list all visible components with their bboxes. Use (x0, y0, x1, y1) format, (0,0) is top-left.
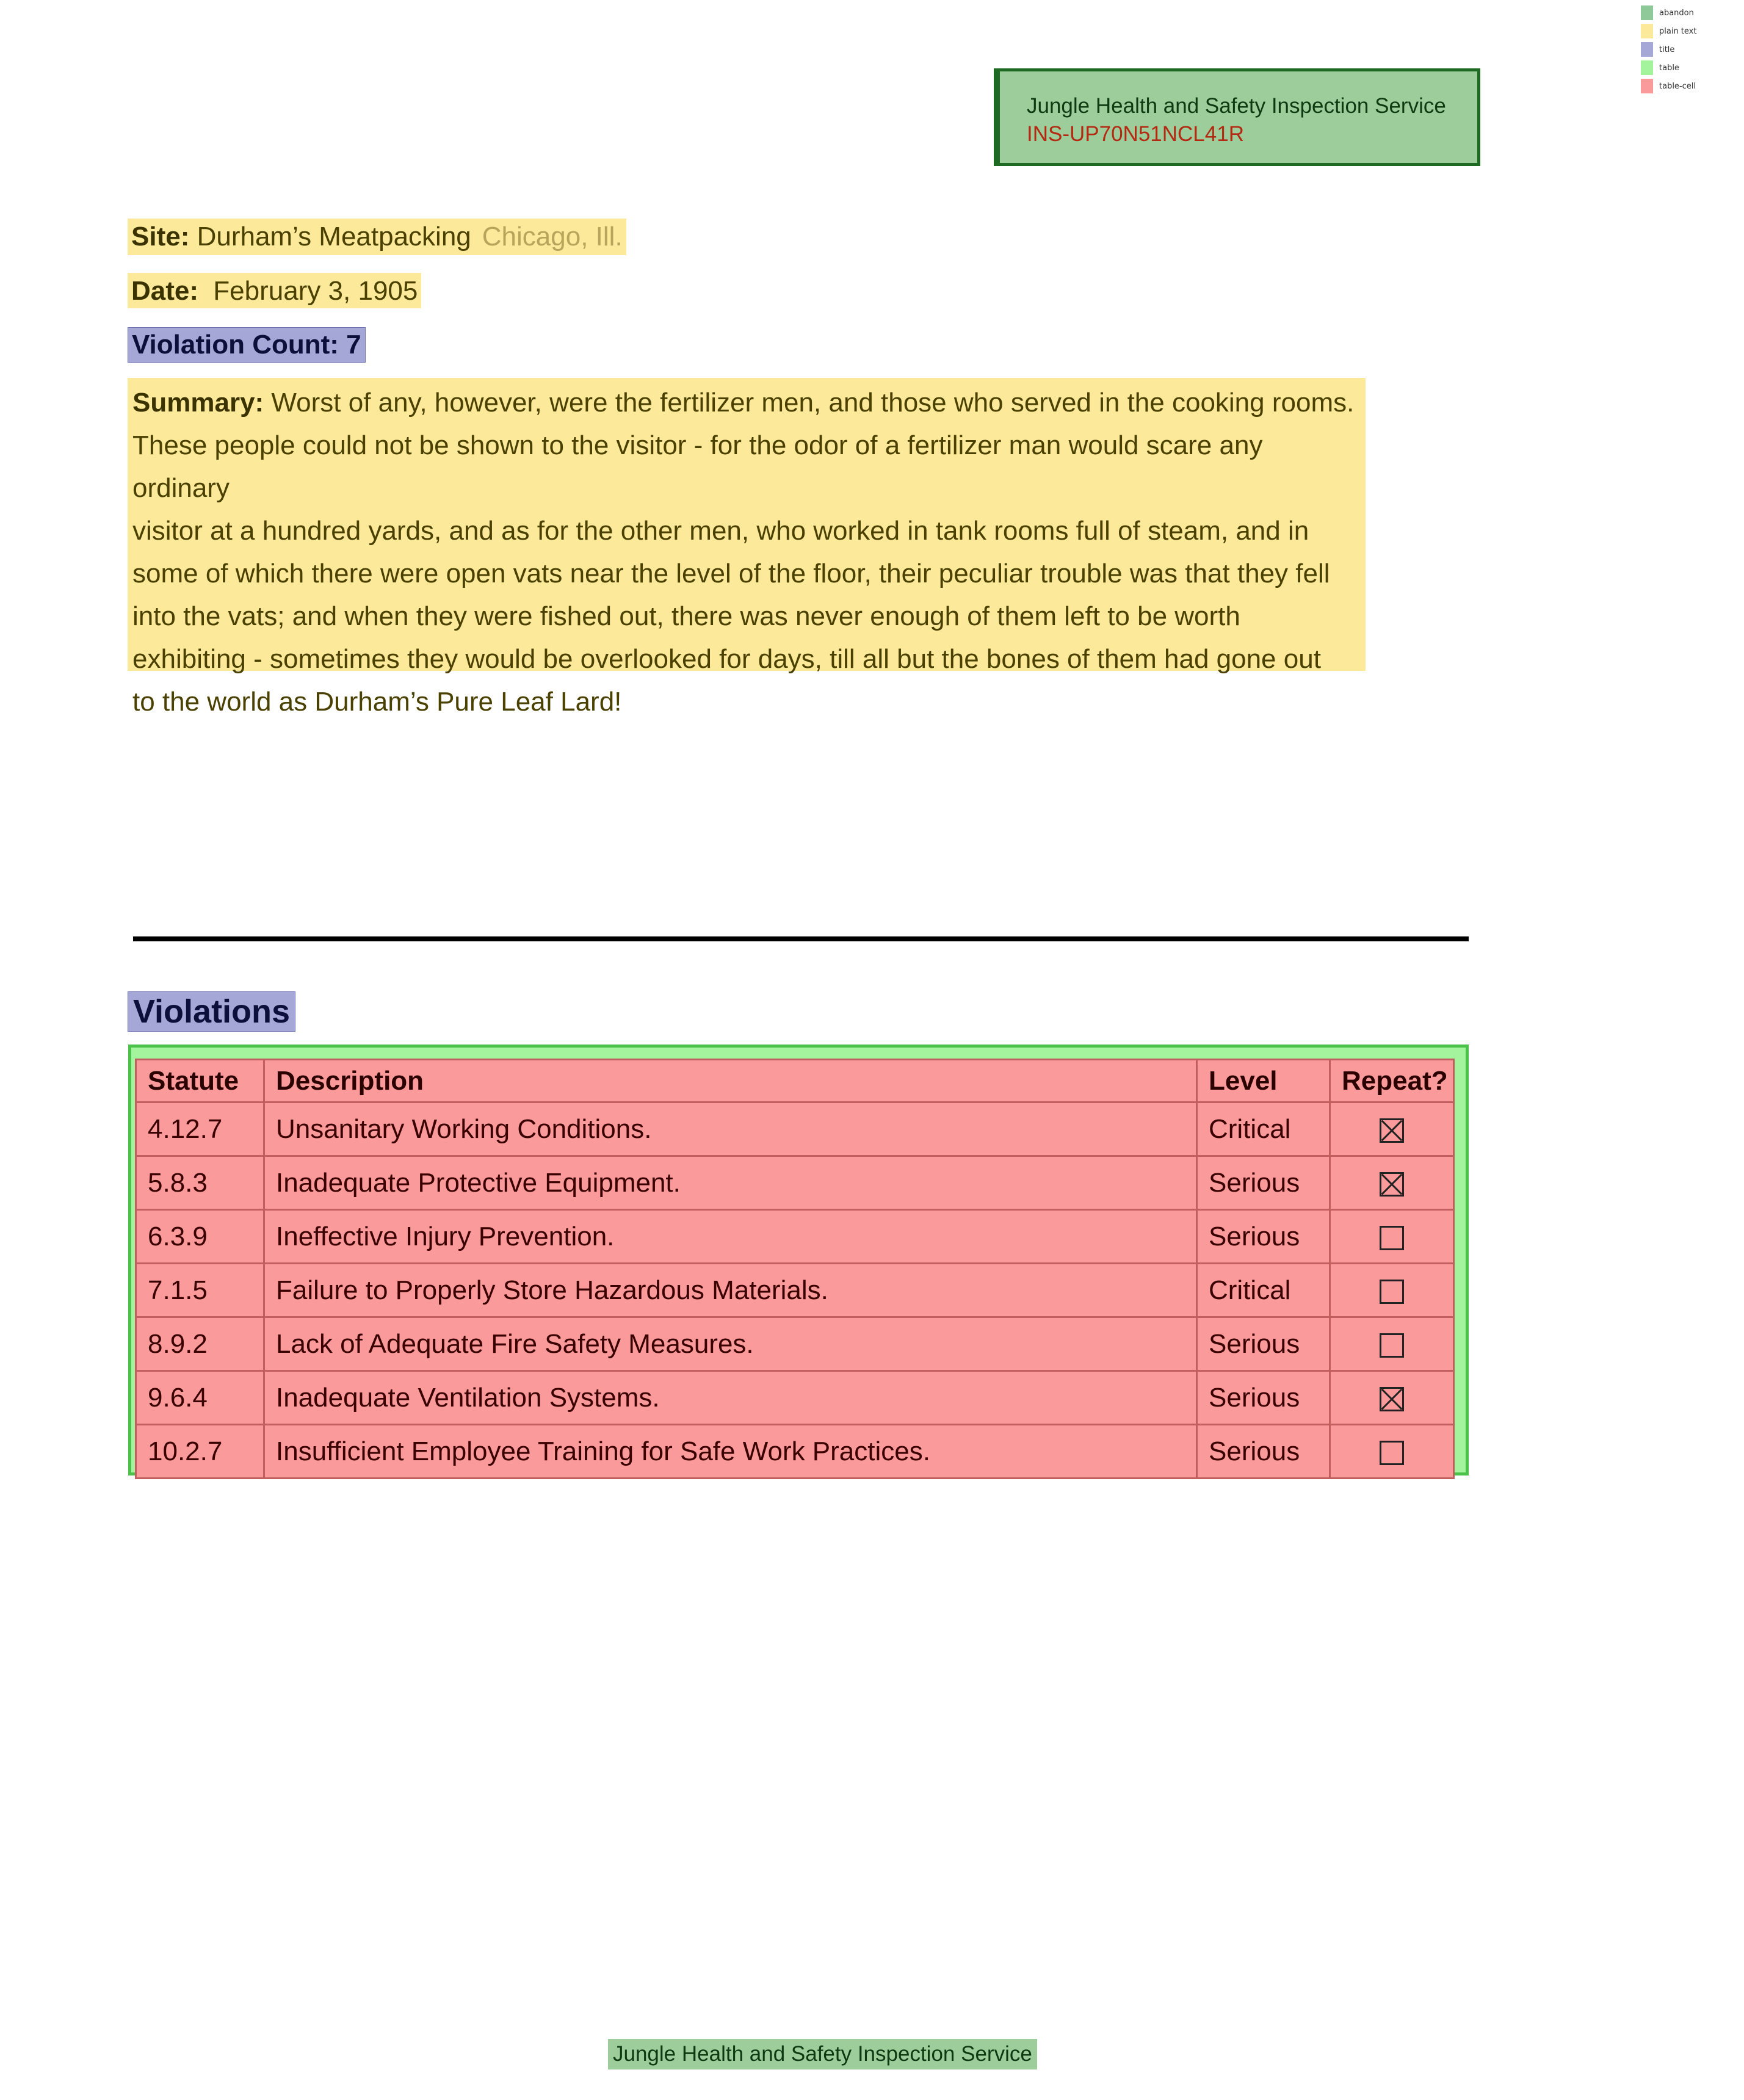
summary-label: Summary: (132, 388, 264, 418)
cell-level: Critical (1197, 1102, 1330, 1156)
table-row (136, 1425, 1454, 1479)
legend-label: plain text (1659, 26, 1697, 36)
summary-line: exhibiting - sometimes they would be overlooked for days, till all but the bones of them had gone out (132, 644, 1321, 674)
table-header-row (136, 1060, 1454, 1102)
cell-statute: 7.1.5 (136, 1264, 264, 1317)
header-description: Description (264, 1060, 1197, 1102)
cell-level: Critical (1197, 1264, 1330, 1317)
cell-repeat (1330, 1317, 1454, 1371)
cell-level: Serious (1197, 1317, 1330, 1371)
header-repeat: Repeat? (1330, 1060, 1454, 1102)
table-row (136, 1264, 1454, 1317)
legend-swatch (1641, 42, 1653, 57)
legend-item (1641, 40, 1739, 59)
summary-line: into the vats; and when they were fished out, there was never enough of them left to be worth (132, 601, 1240, 631)
checked-box-icon (1380, 1172, 1404, 1197)
table-row (136, 1156, 1454, 1210)
violation-count (128, 327, 366, 363)
table-row (136, 1102, 1454, 1156)
cell-statute: 6.3.9 (136, 1210, 264, 1264)
table-row (136, 1371, 1454, 1425)
site-label: Site: (131, 222, 190, 252)
header-statute: Statute (136, 1060, 264, 1102)
cell-repeat (1330, 1102, 1454, 1156)
cell-repeat (1330, 1264, 1454, 1317)
legend-label: title (1659, 45, 1675, 54)
legend-item (1641, 4, 1739, 22)
legend-item (1641, 77, 1739, 95)
date-label: Date: (131, 276, 199, 306)
footer: Jungle Health and Safety Inspection Service (608, 2039, 1037, 2069)
date-line (128, 273, 421, 308)
cell-level: Serious (1197, 1371, 1330, 1425)
violations-title: Violations (128, 991, 295, 1032)
cell-description: Insufficient Employee Training for Safe Work Practices. (264, 1425, 1197, 1479)
cell-level: Serious (1197, 1425, 1330, 1479)
cell-level: Serious (1197, 1156, 1330, 1210)
site-line (128, 219, 626, 255)
legend-swatch (1641, 79, 1653, 93)
cell-repeat (1330, 1425, 1454, 1479)
cell-statute: 4.12.7 (136, 1102, 264, 1156)
agency-name: Jungle Health and Safety Inspection Service (1027, 94, 1446, 118)
violations-grid (135, 1059, 1455, 1479)
cell-repeat (1330, 1371, 1454, 1425)
cell-description: Ineffective Injury Prevention. (264, 1210, 1197, 1264)
cell-description: Lack of Adequate Fire Safety Measures. (264, 1317, 1197, 1371)
legend-label: table-cell (1659, 81, 1696, 91)
legend-item (1641, 59, 1739, 77)
header-box (994, 68, 1480, 166)
site-name: Durham’s Meatpacking (197, 222, 471, 252)
table-row (136, 1317, 1454, 1371)
layout-legend (1641, 4, 1739, 95)
unchecked-box-icon (1380, 1226, 1404, 1250)
violations-table (128, 1045, 1469, 1475)
legend-item (1641, 22, 1739, 40)
cell-statute: 9.6.4 (136, 1371, 264, 1425)
divider (133, 936, 1469, 941)
summary (128, 378, 1366, 717)
legend-label: abandon (1659, 8, 1694, 18)
cell-description: Failure to Properly Store Hazardous Materials. (264, 1264, 1197, 1317)
unchecked-box-icon (1380, 1441, 1404, 1465)
unchecked-box-icon (1380, 1333, 1404, 1358)
cell-description: Inadequate Ventilation Systems. (264, 1371, 1197, 1425)
summary-line: These people could not be shown to the visitor - for the odor of a fertilizer man would scare any ordinary (132, 430, 1263, 503)
cell-description: Inadequate Protective Equipment. (264, 1156, 1197, 1210)
cell-statute: 10.2.7 (136, 1425, 264, 1479)
cell-repeat (1330, 1156, 1454, 1210)
checked-box-icon (1380, 1387, 1404, 1411)
checked-box-icon (1380, 1118, 1404, 1143)
cell-statute: 5.8.3 (136, 1156, 264, 1210)
violation-count-label: Violation Count: (132, 330, 339, 360)
cell-description: Unsanitary Working Conditions. (264, 1102, 1197, 1156)
inspection-code: INS-UP70N51NCL41R (1027, 122, 1244, 146)
violation-count-value: 7 (346, 330, 361, 360)
header-level: Level (1197, 1060, 1330, 1102)
summary-line: Worst of any, however, were the fertilizer men, and those who served in the cooking rooms. (271, 388, 1355, 418)
summary-line: visitor at a hundred yards, and as for the other men, who worked in tank rooms full of steam, and in (132, 516, 1309, 546)
legend-swatch (1641, 24, 1653, 38)
legend-swatch (1641, 5, 1653, 20)
legend-label: table (1659, 63, 1679, 73)
cell-repeat (1330, 1210, 1454, 1264)
site-city: Chicago, Ill. (482, 222, 623, 252)
date-value: February 3, 1905 (213, 276, 418, 306)
cell-statute: 8.9.2 (136, 1317, 264, 1371)
legend-swatch (1641, 60, 1653, 75)
summary-line: some of which there were open vats near the level of the floor, their peculiar trouble was that they fell (132, 559, 1330, 588)
summary-line: to the world as Durham’s Pure Leaf Lard! (132, 687, 622, 717)
table-row (136, 1210, 1454, 1264)
cell-level: Serious (1197, 1210, 1330, 1264)
unchecked-box-icon (1380, 1280, 1404, 1304)
